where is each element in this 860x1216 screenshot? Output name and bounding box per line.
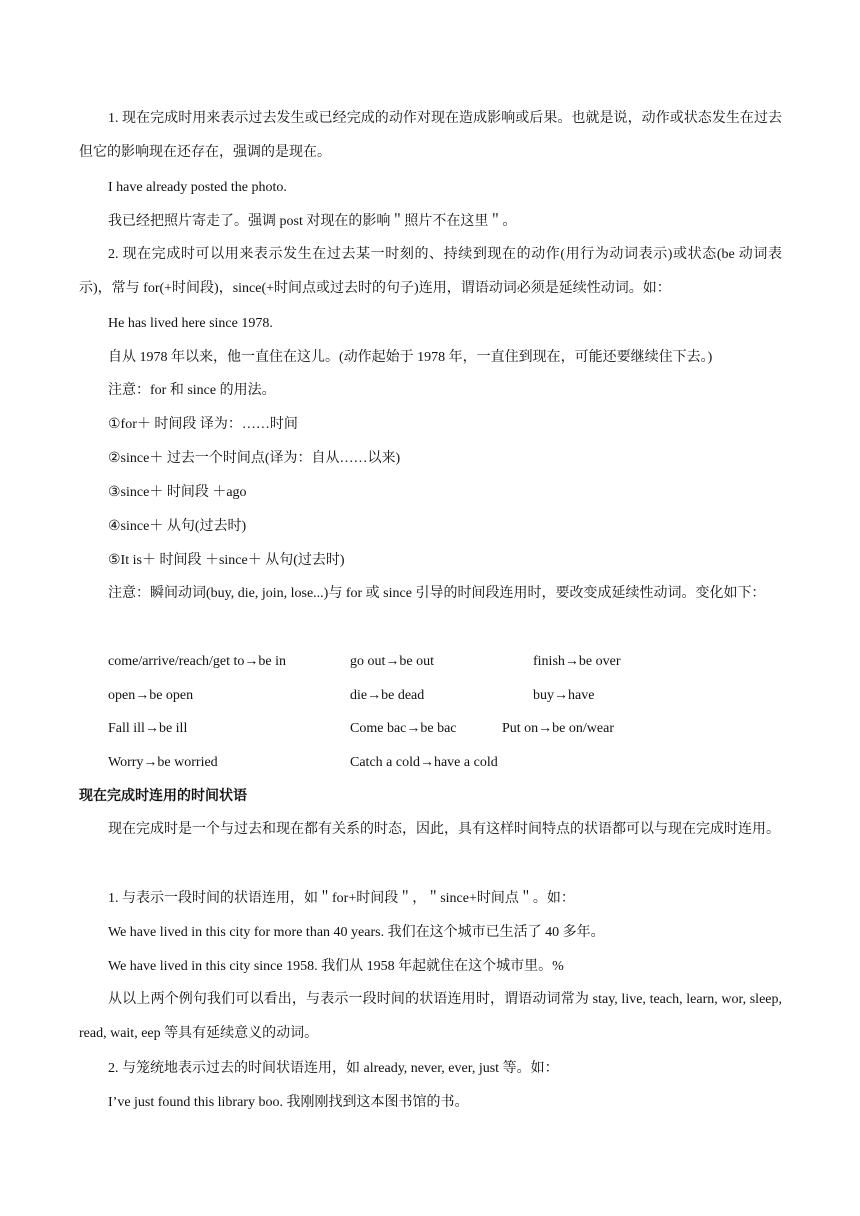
verb-change-cell: open→be open <box>108 688 194 703</box>
example-4: We have lived in this city since 1958. 我们从 1958 年起就住在这个城市里。% <box>108 959 564 974</box>
note-for-since: 注意：for 和 since 的用法。 <box>108 383 276 398</box>
paragraph-5: 从以上两个例句我们可以看出，与表示一段时间的状语连用时，谓语动词常为 stay, live, teach, learn, wor, sleep, read, wait, eep 等具有延续意义的动词。 <box>79 992 782 1041</box>
verb-change-cell: come/arrive/reach/get to→be in <box>108 654 287 669</box>
verb-change-cell: die→be dead <box>350 688 425 703</box>
section-heading: 现在完成时连用的时间状语 <box>79 789 247 804</box>
paragraph-6: 2. 与笼统地表示过去的时间状语连用，如 already, never, ever, just 等。如： <box>108 1061 559 1076</box>
usage-item: ⑤It is＋ 时间段 ＋since＋ 从句(过去时) <box>108 553 345 568</box>
usage-item: ①for＋ 时间段 译为：……时间 <box>108 417 298 432</box>
example-2-english: He has lived here since 1978. <box>108 316 273 331</box>
paragraph-4: 1. 与表示一段时间的状语连用，如＂for+时间段＂，＂since+时间点＂。如： <box>108 891 575 906</box>
usage-item: ④since＋ 从句(过去时) <box>108 519 247 534</box>
example-1-english: I have already posted the photo. <box>108 180 287 195</box>
verb-change-cell: buy→have <box>533 688 595 703</box>
usage-item: ②since＋ 过去一个时间点(译为：自从……以来) <box>108 451 401 466</box>
example-1-chinese: 我已经把照片寄走了。强调 post 对现在的影响＂照片不在这里＂。 <box>108 214 517 229</box>
example-2-chinese: 自从 1978 年以来，他一直住在这儿。(动作起始于 1978 年，一直住到现在，可能还要继续住下去。) <box>108 350 713 365</box>
example-5: I’ve just found this library boo. 我刚刚找到这本图书馆的书。 <box>108 1095 469 1110</box>
verb-change-cell: Come bac→be bac <box>350 721 457 736</box>
verb-change-cell: Put on→be on/wear <box>502 721 614 736</box>
verb-change-cell: Fall ill→be ill <box>108 721 188 736</box>
paragraph-1: 1. 现在完成时用来表示过去发生或已经完成的动作对现在造成影响或后果。也就是说，动作或状态发生在过去但它的影响现在还存在，强调的是现在。 <box>79 111 782 160</box>
verb-change-cell: finish→be over <box>533 654 621 669</box>
usage-item: ③since＋ 时间段 ＋ago <box>108 485 247 500</box>
example-3: We have lived in this city for more than 40 years. 我们在这个城市已生活了 40 多年。 <box>108 925 605 940</box>
verb-change-cell: go out→be out <box>350 654 434 669</box>
paragraph-3: 现在完成时是一个与过去和现在都有关系的时态，因此，具有这样时间特点的状语都可以与现在完成时连用。 <box>108 822 780 837</box>
note-instant-verbs: 注意：瞬间动词(buy, die, join, lose...)与 for 或 since 引导的时间段连用时，要改变成延续性动词。变化如下： <box>108 586 766 601</box>
verb-change-cell: Worry→be worried <box>108 755 218 770</box>
verb-change-cell: Catch a cold→have a cold <box>350 755 498 770</box>
paragraph-2: 2. 现在完成时可以用来表示发生在过去某一时刻的、持续到现在的动作(用行为动词表示)或状态(be 动词表示)，常与 for(+时间段)，since(+时间点或过去时的句子)连用，谓语动词必须是延续性动词。如： <box>79 247 782 296</box>
